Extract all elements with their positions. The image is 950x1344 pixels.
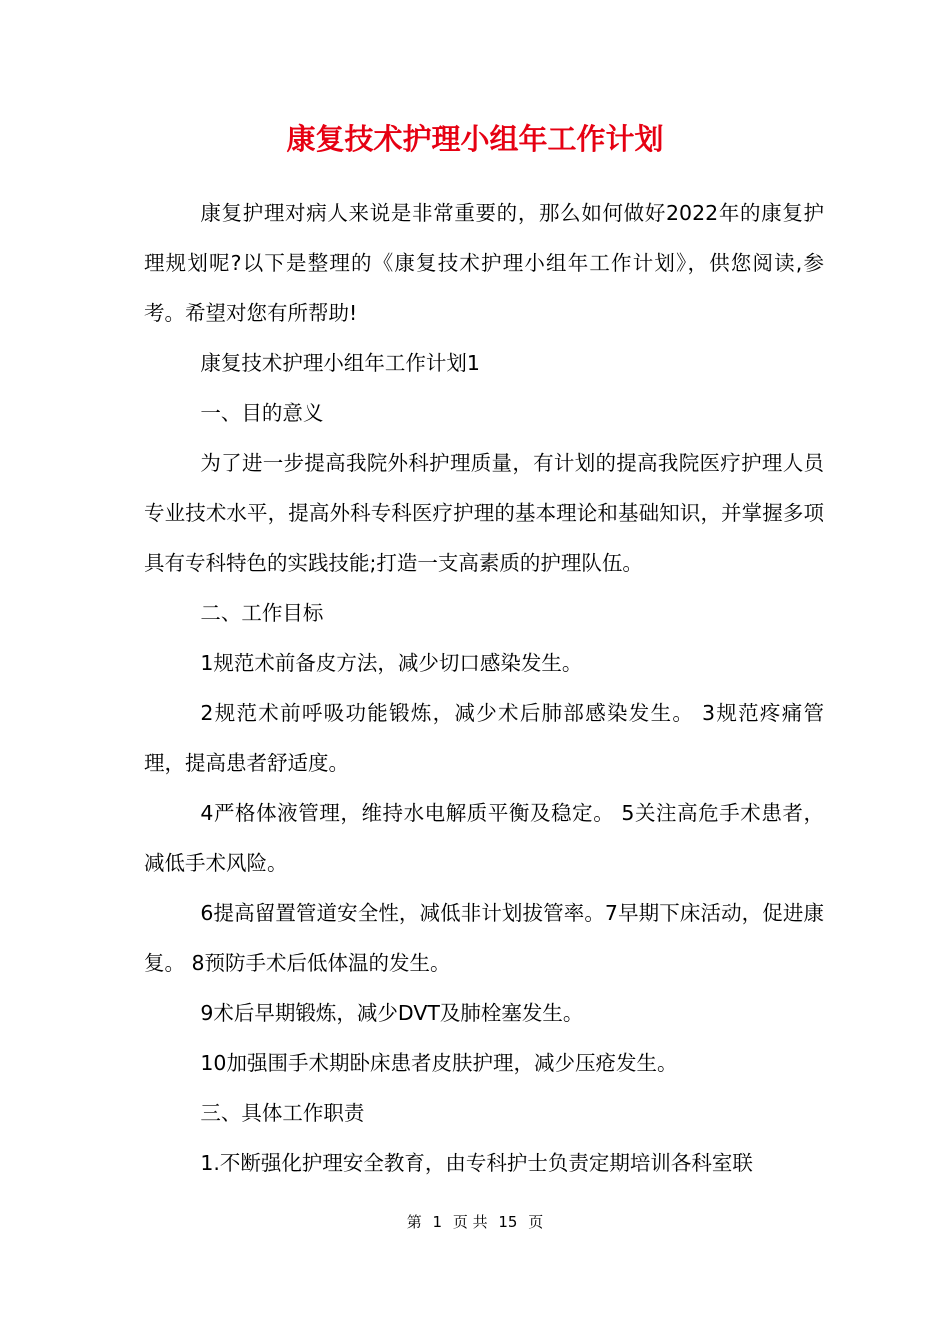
goal-item: 1规范术前备皮方法，减少切口感染发生。 xyxy=(200,651,583,675)
goal-item: 10加强围手术期卧床患者皮肤护理，减少压疮发生。 xyxy=(200,1051,678,1075)
footer-middle: 页 共 xyxy=(452,1213,488,1231)
section-heading-goals: 二、工作目标 xyxy=(200,601,324,625)
footer-prefix: 第 xyxy=(406,1213,422,1231)
plan-heading: 康复技术护理小组年工作计划1 xyxy=(200,351,480,375)
section-heading-duties: 三、具体工作职责 xyxy=(200,1101,365,1125)
goal-item: 2规范术前呼吸功能锻炼，减少术后肺部感染发生。 3规范疼痛管理，提高患者舒适度。 xyxy=(144,701,824,775)
section-heading-purpose: 一、目的意义 xyxy=(200,401,324,425)
footer-page-number: 1 xyxy=(432,1213,443,1231)
goal-item: 9术后早期锻炼，减少DVT及肺栓塞发生。 xyxy=(200,1001,584,1025)
goal-item: 4严格体液管理，维持水电解质平衡及稳定。 5关注高危手术患者，减低手术风险。 xyxy=(144,801,824,875)
page-footer xyxy=(0,1210,950,1234)
document-title: 康复技术护理小组年工作计划 xyxy=(286,122,664,157)
purpose-paragraph: 为了进一步提高我院外科护理质量，有计划的提高我院医疗护理人员专业技术水平，提高外科专科医疗护理的基本理论和基础知识，并掌握多项具有专科特色的实践技能;打造一支高素质的护理队伍。 xyxy=(144,451,824,575)
footer-total-pages: 15 xyxy=(498,1213,518,1231)
duty-item: 1.不断强化护理安全教育，由专科护士负责定期培训各科室联 xyxy=(200,1151,753,1175)
footer-suffix: 页 xyxy=(528,1213,544,1231)
intro-paragraph: 康复护理对病人来说是非常重要的，那么如何做好2022年的康复护理规划呢?以下是整理的《康复技术护理小组年工作计划》，供您阅读,参考。希望对您有所帮助! xyxy=(144,201,824,325)
goal-item: 6提高留置管道安全性，减低非计划拔管率。7早期下床活动，促进康复。 8预防手术后低体温的发生。 xyxy=(144,901,824,975)
document-body xyxy=(144,188,824,1188)
